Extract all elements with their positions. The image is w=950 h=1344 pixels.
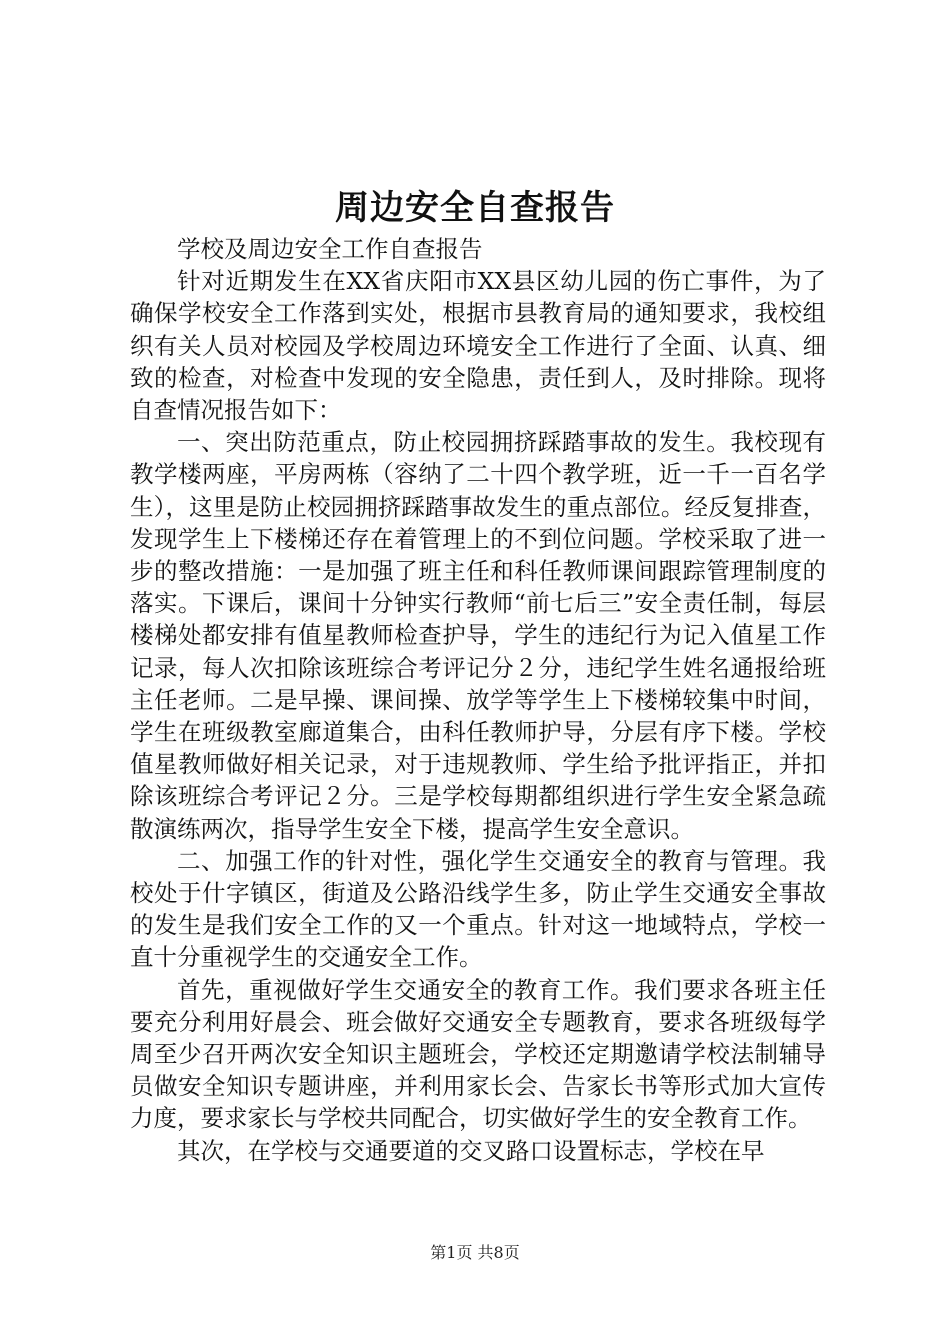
page-number-footer: 第1页 共8页	[430, 1243, 520, 1262]
paragraph-section-one: 一、突出防范重点，防止校园拥挤踩踏事故的发生。我校现有教学楼两座，平房两栋（容纳了二十四个教学班，近一千一百名学生），这里是防止校园拥挤踩踏事故发生的重点部位。经反复排查，发现学生上下楼梯还存在着管理上的不到位问题。学校采取了进一步的整改措施：一是加强了班主任和科任教师课间跟踪管理制度的落实。下课后，课间十分钟实行教师“前七后三”安全责任制，每层楼梯处都安排有值星教师检查护导，学生的违纪行为记入值星工作记录，每人次扣除该班综合考评记分２分，违纪学生姓名通报给班主任老师。二是早操、课间操、放学等学生上下楼梯较集中时间，学生在班级教室廊道集合，由科任教师护导，分层有序下楼。学校值星教师做好相关记录，对于违规教师、学生给予批评指正，并扣除该班综合考评记２分。三是学校每期都组织进行学生安全紧急疏散演练两次，指导学生安全下楼，提高学生安全意识。	[130, 428, 826, 843]
document-body	[130, 233, 826, 1167]
paragraph-subtitle: 学校及周边安全工作自查报告	[177, 235, 483, 263]
paragraph-second-measure: 其次，在学校与交通要道的交叉路口设置标志，学校在早	[177, 1136, 765, 1165]
paragraph-intro: 针对近期发生在XX省庆阳市XX县区幼儿园的伤亡事件，为了确保学校安全工作落到实处，根据市县教育局的通知要求，我校组织有关人员对校园及学校周边环境安全工作进行了全面、认真、细致的检查，对检查中发现的安全隐患，责任到人，及时排除。现将自查情况报告如下：	[130, 267, 826, 425]
paragraph-section-two: 二、加强工作的针对性，强化学生交通安全的教育与管理。我校处于什字镇区，街道及公路沿线学生多，防止学生交通安全事故的发生是我们安全工作的又一个重点。针对这一地域特点，学校一直十分重视学生的交通安全工作。	[130, 846, 826, 972]
document-title: 周边安全自查报告	[335, 188, 615, 228]
paragraph-first-measure: 首先，重视做好学生交通安全的教育工作。我们要求各班主任要充分利用好晨会、班会做好交通安全专题教育，要求各班级每学周至少召开两次安全知识主题班会，学校还定期邀请学校法制辅导员做安全知识专题讲座，并利用家长会、告家长书等形式加大宣传力度，要求家长与学校共同配合，切实做好学生的安全教育工作。	[130, 975, 826, 1133]
